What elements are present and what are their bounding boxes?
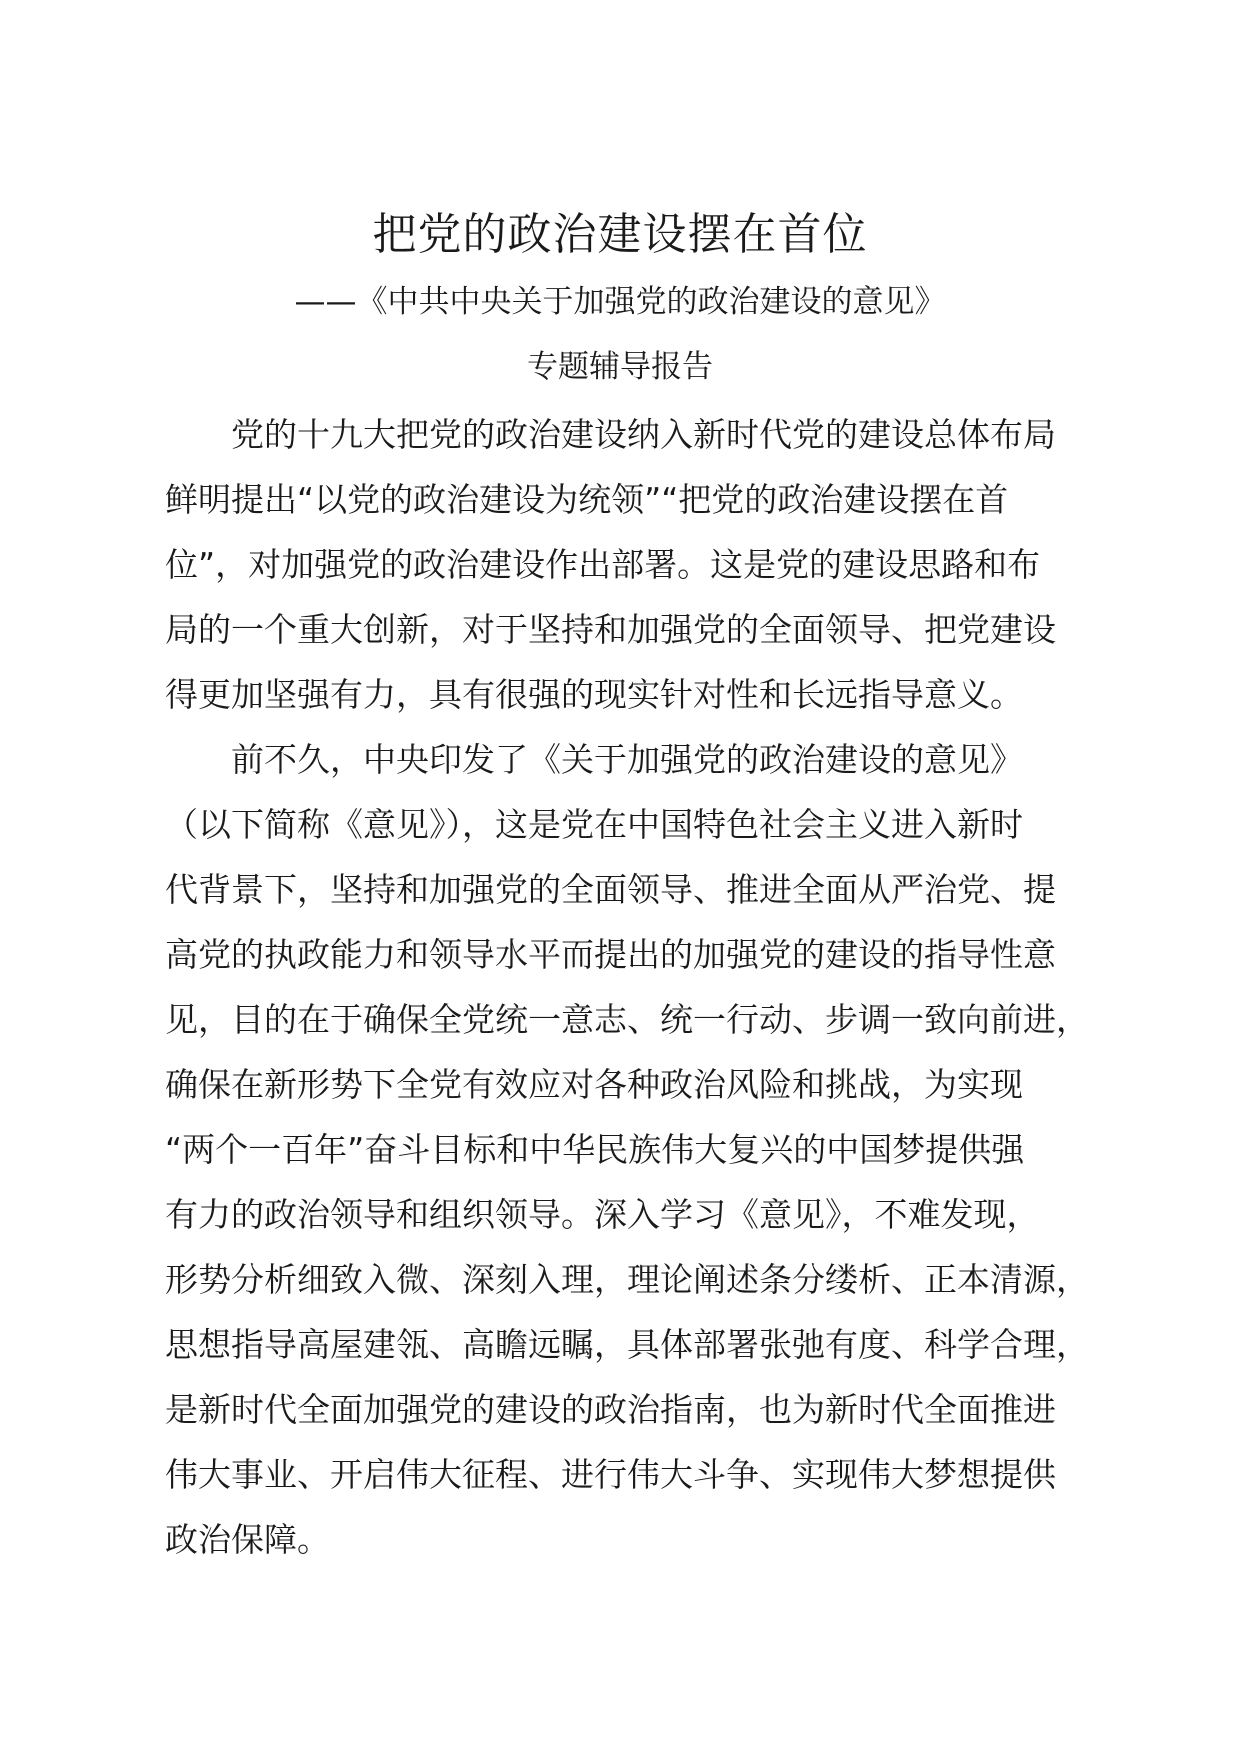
paragraph-line: 得更加坚强有力，具有很强的现实针对性和长远指导意义。 bbox=[165, 675, 1023, 714]
document-subtitle: ——《中共中央关于加强党的政治建设的意见》 bbox=[294, 284, 946, 320]
paragraph-2 bbox=[165, 727, 1089, 1572]
paragraph-line: 高党的执政能力和领导水平而提出的加强党的建设的指导性意 bbox=[165, 935, 1056, 974]
paragraph-line: 是新时代全面加强党的建设的政治指南，也为新时代全面推进 bbox=[165, 1390, 1056, 1429]
paragraph-line: 思想指导高屋建瓴、高瞻远瞩，具体部署张弛有度、科学合理， bbox=[165, 1325, 1089, 1364]
document-subtitle-2: 专题辅导报告 bbox=[527, 349, 713, 385]
paragraph-line: 有力的政治领导和组织领导。深入学习《意见》，不难发现， bbox=[165, 1195, 1040, 1234]
document-body bbox=[165, 402, 1089, 1572]
paragraph-line: 前不久，中央印发了《关于加强党的政治建设的意见》 bbox=[165, 740, 1023, 779]
paragraph-line: 政治保障。 bbox=[165, 1520, 330, 1559]
paragraph-line: 党的十九大把党的政治建设纳入新时代党的建设总体布局 bbox=[165, 415, 1056, 454]
paragraph-line: “两个一百年”奋斗目标和中华民族伟大复兴的中国梦提供强 bbox=[165, 1130, 1025, 1169]
paragraph-line: 伟大事业、开启伟大征程、进行伟大斗争、实现伟大梦想提供 bbox=[165, 1455, 1056, 1494]
paragraph-line: 确保在新形势下全党有效应对各种政治风险和挑战，为实现 bbox=[165, 1065, 1023, 1104]
document-title: 把党的政治建设摆在首位 bbox=[372, 209, 868, 260]
paragraph-line: 见，目的在于确保全党统一意志、统一行动、步调一致向前进， bbox=[165, 1000, 1089, 1039]
paragraph-line: 局的一个重大创新，对于坚持和加强党的全面领导、把党建设 bbox=[165, 610, 1056, 649]
paragraph-line: （以下简称《意见》），这是党在中国特色社会主义进入新时 bbox=[165, 805, 1023, 844]
paragraph-line: 位”，对加强党的政治建设作出部署。这是党的建设思路和布 bbox=[165, 545, 1041, 584]
paragraph-1 bbox=[165, 402, 1080, 727]
paragraph-line: 代背景下，坚持和加强党的全面领导、推进全面从严治党、提 bbox=[165, 870, 1056, 909]
paragraph-line: 鲜明提出“以党的政治建设为统领”“把党的政治建设摆在首 bbox=[165, 480, 1009, 519]
paragraph-line: 形势分析细致入微、深刻入理，理论阐述条分缕析、正本清源， bbox=[165, 1260, 1089, 1299]
